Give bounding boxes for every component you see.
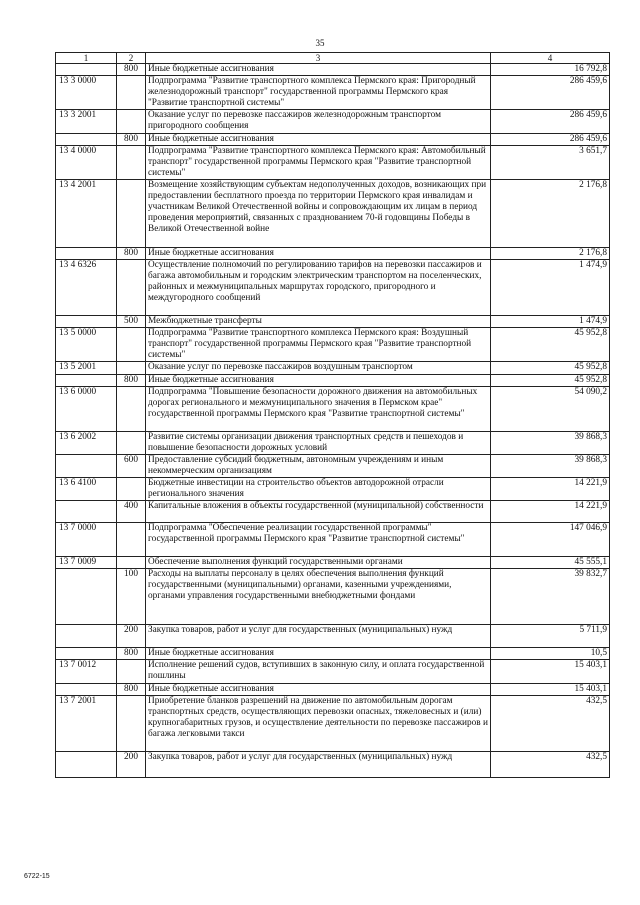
row-amount-cell: 16 792,8 <box>491 64 610 76</box>
row-amount-cell: 2 176,8 <box>491 179 610 247</box>
row-code-cell: 13 6 0000 <box>56 386 117 431</box>
row-kvr-cell: 100 <box>117 569 146 625</box>
row-name-cell: Оказание услуг по перевозке пассажиров железнодорожным транспортом пригородного сообщения <box>146 110 491 133</box>
row-code-cell: 13 7 2001 <box>56 695 117 751</box>
row-code-cell: 13 6 4100 <box>56 477 117 500</box>
row-name-cell: Иные бюджетные ассигнования <box>146 64 491 76</box>
row-amount-cell: 432,5 <box>491 695 610 751</box>
row-code-cell: 13 4 6326 <box>56 260 117 316</box>
row-kvr-cell <box>117 362 146 374</box>
header-col-1: 1 <box>56 53 117 64</box>
table-row <box>56 557 610 569</box>
row-name-cell: Подпрограмма "Повышение безопасности дорожного движения на автомобильных дорогах регионального и межмуниципального значения в Пермском крае" государственной программы Пермского края "Развитие транспортной системы" <box>146 386 491 431</box>
row-code-cell: 13 4 0000 <box>56 145 117 179</box>
row-name-cell: Иные бюджетные ассигнования <box>146 683 491 695</box>
row-kvr-cell <box>117 110 146 133</box>
row-name-cell: Иные бюджетные ассигнования <box>146 648 491 660</box>
row-kvr-cell <box>117 695 146 751</box>
row-code-cell: 13 6 2002 <box>56 431 117 454</box>
row-name-cell: Осуществление полномочий по регулированию тарифов на перевозки пассажиров и багажа автомобильным и городским электрическим транспортом на поселенческих, районных и межмуниципальных маршрутах городского, пригородного и междугородного сообщений <box>146 260 491 316</box>
row-code-cell: 13 3 2001 <box>56 110 117 133</box>
row-code-cell <box>56 648 117 660</box>
row-amount-cell: 1 474,9 <box>491 316 610 328</box>
row-code-cell: 13 4 2001 <box>56 179 117 247</box>
row-code-cell <box>56 247 117 259</box>
row-amount-cell: 39 868,3 <box>491 431 610 454</box>
row-amount-cell: 14 221,9 <box>491 477 610 500</box>
table-row <box>56 145 610 179</box>
row-amount-cell: 432,5 <box>491 751 610 777</box>
row-code-cell: 13 5 2001 <box>56 362 117 374</box>
row-kvr-cell <box>117 477 146 500</box>
table-row <box>56 625 610 648</box>
row-name-cell: Иные бюджетные ассигнования <box>146 133 491 145</box>
row-code-cell <box>56 64 117 76</box>
row-code-cell <box>56 454 117 477</box>
table-row <box>56 648 610 660</box>
table-row <box>56 133 610 145</box>
row-name-cell: Обеспечение выполнения функций государственными органами <box>146 557 491 569</box>
row-name-cell: Подпрограмма "Обеспечение реализации государственной программы" государственной программы Пермского края "Развитие транспортной системы" <box>146 523 491 557</box>
row-kvr-cell <box>117 523 146 557</box>
row-amount-cell: 39 868,3 <box>491 454 610 477</box>
row-amount-cell: 14 221,9 <box>491 501 610 523</box>
table-row <box>56 179 610 247</box>
table-row <box>56 110 610 133</box>
row-kvr-cell: 200 <box>117 751 146 777</box>
row-amount-cell: 54 090,2 <box>491 386 610 431</box>
row-amount-cell: 45 555,1 <box>491 557 610 569</box>
row-kvr-cell: 800 <box>117 133 146 145</box>
row-code-cell <box>56 316 117 328</box>
row-code-cell <box>56 683 117 695</box>
row-code-cell <box>56 569 117 625</box>
header-col-4: 4 <box>491 53 610 64</box>
row-kvr-cell <box>117 431 146 454</box>
row-name-cell: Оказание услуг по перевозке пассажиров воздушным транспортом <box>146 362 491 374</box>
row-kvr-cell <box>117 145 146 179</box>
row-name-cell: Подпрограмма "Развитие транспортного комплекса Пермского края: Пригородный железнодорожный транспорт" государственной программы Пермского края "Развитие транспортной системы" <box>146 76 491 110</box>
row-amount-cell: 45 952,8 <box>491 374 610 386</box>
table-row <box>56 374 610 386</box>
table-row <box>56 328 610 362</box>
row-kvr-cell: 800 <box>117 247 146 259</box>
table-row <box>56 751 610 777</box>
row-amount-cell: 286 459,6 <box>491 133 610 145</box>
row-name-cell: Межбюджетные трансферты <box>146 316 491 328</box>
row-kvr-cell: 600 <box>117 454 146 477</box>
row-name-cell: Подпрограмма "Развитие транспортного комплекса Пермского края: Воздушный транспорт" государственной программы Пермского края "Развитие транспортной системы" <box>146 328 491 362</box>
table-row <box>56 695 610 751</box>
row-amount-cell: 45 952,8 <box>491 328 610 362</box>
row-amount-cell: 45 952,8 <box>491 362 610 374</box>
row-kvr-cell: 200 <box>117 625 146 648</box>
row-kvr-cell <box>117 260 146 316</box>
row-amount-cell: 10,5 <box>491 648 610 660</box>
row-kvr-cell: 500 <box>117 316 146 328</box>
row-amount-cell: 15 403,1 <box>491 660 610 683</box>
row-name-cell: Подпрограмма "Развитие транспортного комплекса Пермского края: Автомобильный транспорт" государственной программы Пермского края "Развитие транспортной системы" <box>146 145 491 179</box>
budget-table <box>55 52 610 778</box>
table-row <box>56 260 610 316</box>
table-row <box>56 386 610 431</box>
row-amount-cell: 286 459,6 <box>491 110 610 133</box>
table-row <box>56 247 610 259</box>
row-name-cell: Иные бюджетные ассигнования <box>146 374 491 386</box>
table-row <box>56 660 610 683</box>
row-code-cell <box>56 625 117 648</box>
row-code-cell <box>56 133 117 145</box>
row-code-cell <box>56 751 117 777</box>
table-row <box>56 316 610 328</box>
table-row <box>56 523 610 557</box>
table-row <box>56 76 610 110</box>
row-name-cell: Исполнение решений судов, вступивших в законную силу, и оплата государственной пошлины <box>146 660 491 683</box>
row-name-cell: Бюджетные инвестиции на строительство объектов автодорожной отрасли регионального значения <box>146 477 491 500</box>
table-row <box>56 477 610 500</box>
footer-code: 6722-15 <box>24 873 50 880</box>
row-code-cell: 13 7 0009 <box>56 557 117 569</box>
row-name-cell: Капитальные вложения в объекты государственной (муниципальной) собственности <box>146 501 491 523</box>
table-row <box>56 454 610 477</box>
table-row <box>56 362 610 374</box>
row-amount-cell: 39 832,7 <box>491 569 610 625</box>
row-code-cell: 13 7 0012 <box>56 660 117 683</box>
header-col-3: 3 <box>146 53 491 64</box>
table-row <box>56 501 610 523</box>
row-amount-cell: 286 459,6 <box>491 76 610 110</box>
row-name-cell: Приобретение бланков разрешений на движение по автомобильным дорогам транспортных средств, осуществляющих перевозки опасных, тяжеловесных и (или) крупногабаритных грузов, и осуществление деятельности по перевозке пассажиров и багажа легковыми такси <box>146 695 491 751</box>
row-kvr-cell: 800 <box>117 648 146 660</box>
row-kvr-cell: 800 <box>117 64 146 76</box>
row-name-cell: Возмещение хозяйствующим субъектам недополученных доходов, возникающих при предоставлении бесплатного проезда по территории Пермского края инвалидам и участникам Великой Отечественной войны и сопровождающим их лицам в период проведения мероприятий, связанных с празднованием 70-й годовщины Победы в Великой Отечественной войне <box>146 179 491 247</box>
header-col-2: 2 <box>117 53 146 64</box>
page-number: 35 <box>315 38 325 48</box>
row-kvr-cell <box>117 557 146 569</box>
row-name-cell: Закупка товаров, работ и услуг для государственных (муниципальных) нужд <box>146 625 491 648</box>
row-amount-cell: 3 651,7 <box>491 145 610 179</box>
row-code-cell: 13 3 0000 <box>56 76 117 110</box>
row-amount-cell: 147 046,9 <box>491 523 610 557</box>
row-name-cell: Предоставление субсидий бюджетным, автономным учреждениям и иным некоммерческим организациям <box>146 454 491 477</box>
row-name-cell: Закупка товаров, работ и услуг для государственных (муниципальных) нужд <box>146 751 491 777</box>
table-row <box>56 431 610 454</box>
table-row <box>56 683 610 695</box>
row-kvr-cell <box>117 328 146 362</box>
row-name-cell: Иные бюджетные ассигнования <box>146 247 491 259</box>
row-kvr-cell: 800 <box>117 374 146 386</box>
row-code-cell: 13 7 0000 <box>56 523 117 557</box>
row-amount-cell: 1 474,9 <box>491 260 610 316</box>
row-amount-cell: 2 176,8 <box>491 247 610 259</box>
table-row <box>56 569 610 625</box>
row-name-cell: Расходы на выплаты персоналу в целях обеспечения выполнения функций государственными (муниципальными) органами, казенными учреждениями, органами управления государственными внебюджетными фондами <box>146 569 491 625</box>
table-row <box>56 64 610 76</box>
row-kvr-cell <box>117 76 146 110</box>
row-kvr-cell <box>117 660 146 683</box>
row-kvr-cell: 400 <box>117 501 146 523</box>
row-code-cell <box>56 501 117 523</box>
row-amount-cell: 15 403,1 <box>491 683 610 695</box>
row-kvr-cell <box>117 386 146 431</box>
row-code-cell: 13 5 0000 <box>56 328 117 362</box>
header-row <box>56 53 610 64</box>
row-code-cell <box>56 374 117 386</box>
row-kvr-cell: 800 <box>117 683 146 695</box>
row-kvr-cell <box>117 179 146 247</box>
row-amount-cell: 5 711,9 <box>491 625 610 648</box>
row-name-cell: Развитие системы организации движения транспортных средств и пешеходов и повышение безопасности дорожных условий <box>146 431 491 454</box>
